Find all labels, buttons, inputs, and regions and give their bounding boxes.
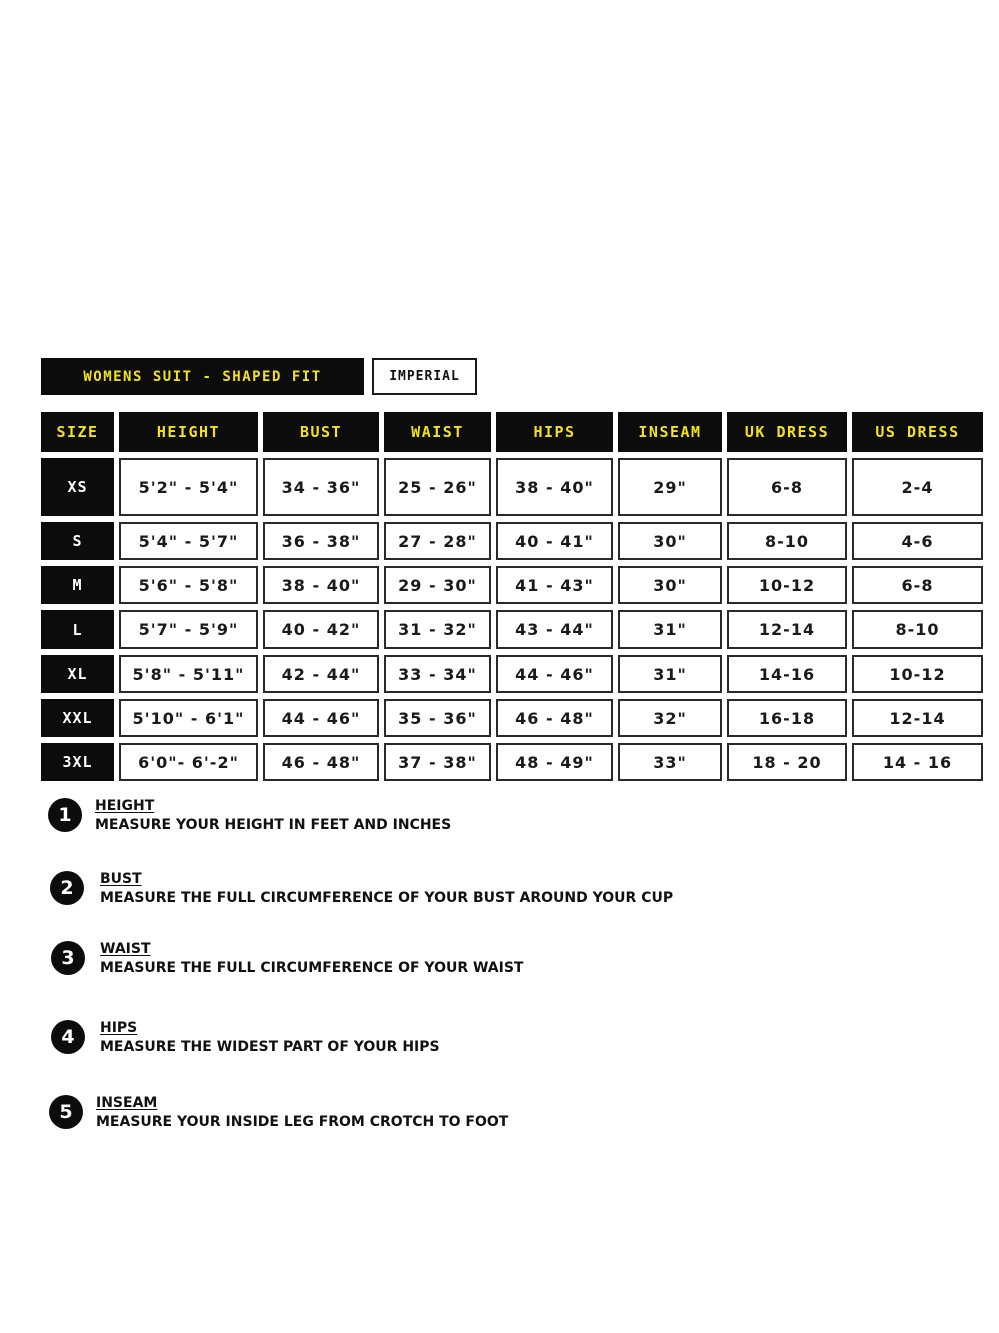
height-cell: 5'7" - 5'9" [119,610,258,649]
column-header-waist: WAIST [384,412,491,452]
waist-cell: 35 - 36" [384,699,491,737]
guide-item-bust [50,871,673,908]
guide-description: MEASURE YOUR HEIGHT IN FEET AND INCHES [95,817,452,833]
column-header-uk-dress: UK DRESS [727,412,847,452]
uk-dress-cell: 14-16 [727,655,847,693]
waist-cell: 25 - 26" [384,458,491,516]
size-table [41,412,978,781]
guide-description: MEASURE YOUR INSIDE LEG FROM CROTCH TO FOOT [96,1114,509,1130]
height-cell: 5'2" - 5'4" [119,458,258,516]
hips-cell: 38 - 40" [496,458,613,516]
uk-dress-cell: 8-10 [727,522,847,560]
bust-cell: 38 - 40" [263,566,379,604]
column-header-bust: BUST [263,412,379,452]
guide-description: MEASURE THE FULL CIRCUMFERENCE OF YOUR WAIST [100,960,524,976]
height-cell: 5'10" - 6'1" [119,699,258,737]
uk-dress-cell: 10-12 [727,566,847,604]
chart-title-box [41,358,364,395]
step-number-icon: 3 [51,941,85,975]
column-header-size: SIZE [41,412,114,452]
us-dress-cell: 12-14 [852,699,983,737]
size-label: XL [41,655,114,693]
unit-label: IMPERIAL [389,369,460,384]
height-cell: 5'6" - 5'8" [119,566,258,604]
inseam-cell: 31" [618,610,722,649]
bust-cell: 46 - 48" [263,743,379,781]
step-number-icon: 4 [51,1020,85,1054]
waist-cell: 37 - 38" [384,743,491,781]
uk-dress-cell: 12-14 [727,610,847,649]
us-dress-cell: 2-4 [852,458,983,516]
uk-dress-cell: 18 - 20 [727,743,847,781]
hips-cell: 43 - 44" [496,610,613,649]
size-label: XS [41,458,114,516]
height-cell: 6'0"- 6'-2" [119,743,258,781]
column-header-height: HEIGHT [119,412,258,452]
us-dress-cell: 14 - 16 [852,743,983,781]
step-number-icon: 1 [48,798,82,832]
bust-cell: 44 - 46" [263,699,379,737]
chart-title: WOMENS SUIT - SHAPED FIT [83,368,322,385]
us-dress-cell: 4-6 [852,522,983,560]
column-header-hips: HIPS [496,412,613,452]
guide-item-inseam [49,1095,508,1132]
guide-description: MEASURE THE WIDEST PART OF YOUR HIPS [100,1039,440,1055]
guide-description: MEASURE THE FULL CIRCUMFERENCE OF YOUR BUST AROUND YOUR CUP [100,890,674,906]
size-label: S [41,522,114,560]
waist-cell: 33 - 34" [384,655,491,693]
hips-cell: 48 - 49" [496,743,613,781]
uk-dress-cell: 6-8 [727,458,847,516]
height-cell: 5'4" - 5'7" [119,522,258,560]
waist-cell: 29 - 30" [384,566,491,604]
size-label: L [41,610,114,649]
waist-cell: 27 - 28" [384,522,491,560]
step-number-icon: 2 [50,871,84,905]
guide-heading: HEIGHT [95,798,155,814]
size-label: M [41,566,114,604]
inseam-cell: 30" [618,522,722,560]
inseam-cell: 31" [618,655,722,693]
bust-cell: 40 - 42" [263,610,379,649]
guide-heading: HIPS [100,1020,138,1036]
hips-cell: 44 - 46" [496,655,613,693]
guide-item-hips [51,1020,440,1057]
guide-heading: BUST [100,871,142,887]
bust-cell: 42 - 44" [263,655,379,693]
unit-toggle[interactable] [372,358,477,395]
guide-item-height [48,798,451,835]
inseam-cell: 29" [618,458,722,516]
guide-heading: INSEAM [96,1095,158,1111]
hips-cell: 41 - 43" [496,566,613,604]
uk-dress-cell: 16-18 [727,699,847,737]
guide-heading: WAIST [100,941,151,957]
bust-cell: 34 - 36" [263,458,379,516]
us-dress-cell: 10-12 [852,655,983,693]
size-label: 3XL [41,743,114,781]
step-number-icon: 5 [49,1095,83,1129]
size-label: XXL [41,699,114,737]
inseam-cell: 32" [618,699,722,737]
column-header-us-dress: US DRESS [852,412,983,452]
guide-item-waist [51,941,523,978]
waist-cell: 31 - 32" [384,610,491,649]
hips-cell: 46 - 48" [496,699,613,737]
us-dress-cell: 8-10 [852,610,983,649]
inseam-cell: 30" [618,566,722,604]
us-dress-cell: 6-8 [852,566,983,604]
column-header-inseam: INSEAM [618,412,722,452]
inseam-cell: 33" [618,743,722,781]
height-cell: 5'8" - 5'11" [119,655,258,693]
hips-cell: 40 - 41" [496,522,613,560]
bust-cell: 36 - 38" [263,522,379,560]
